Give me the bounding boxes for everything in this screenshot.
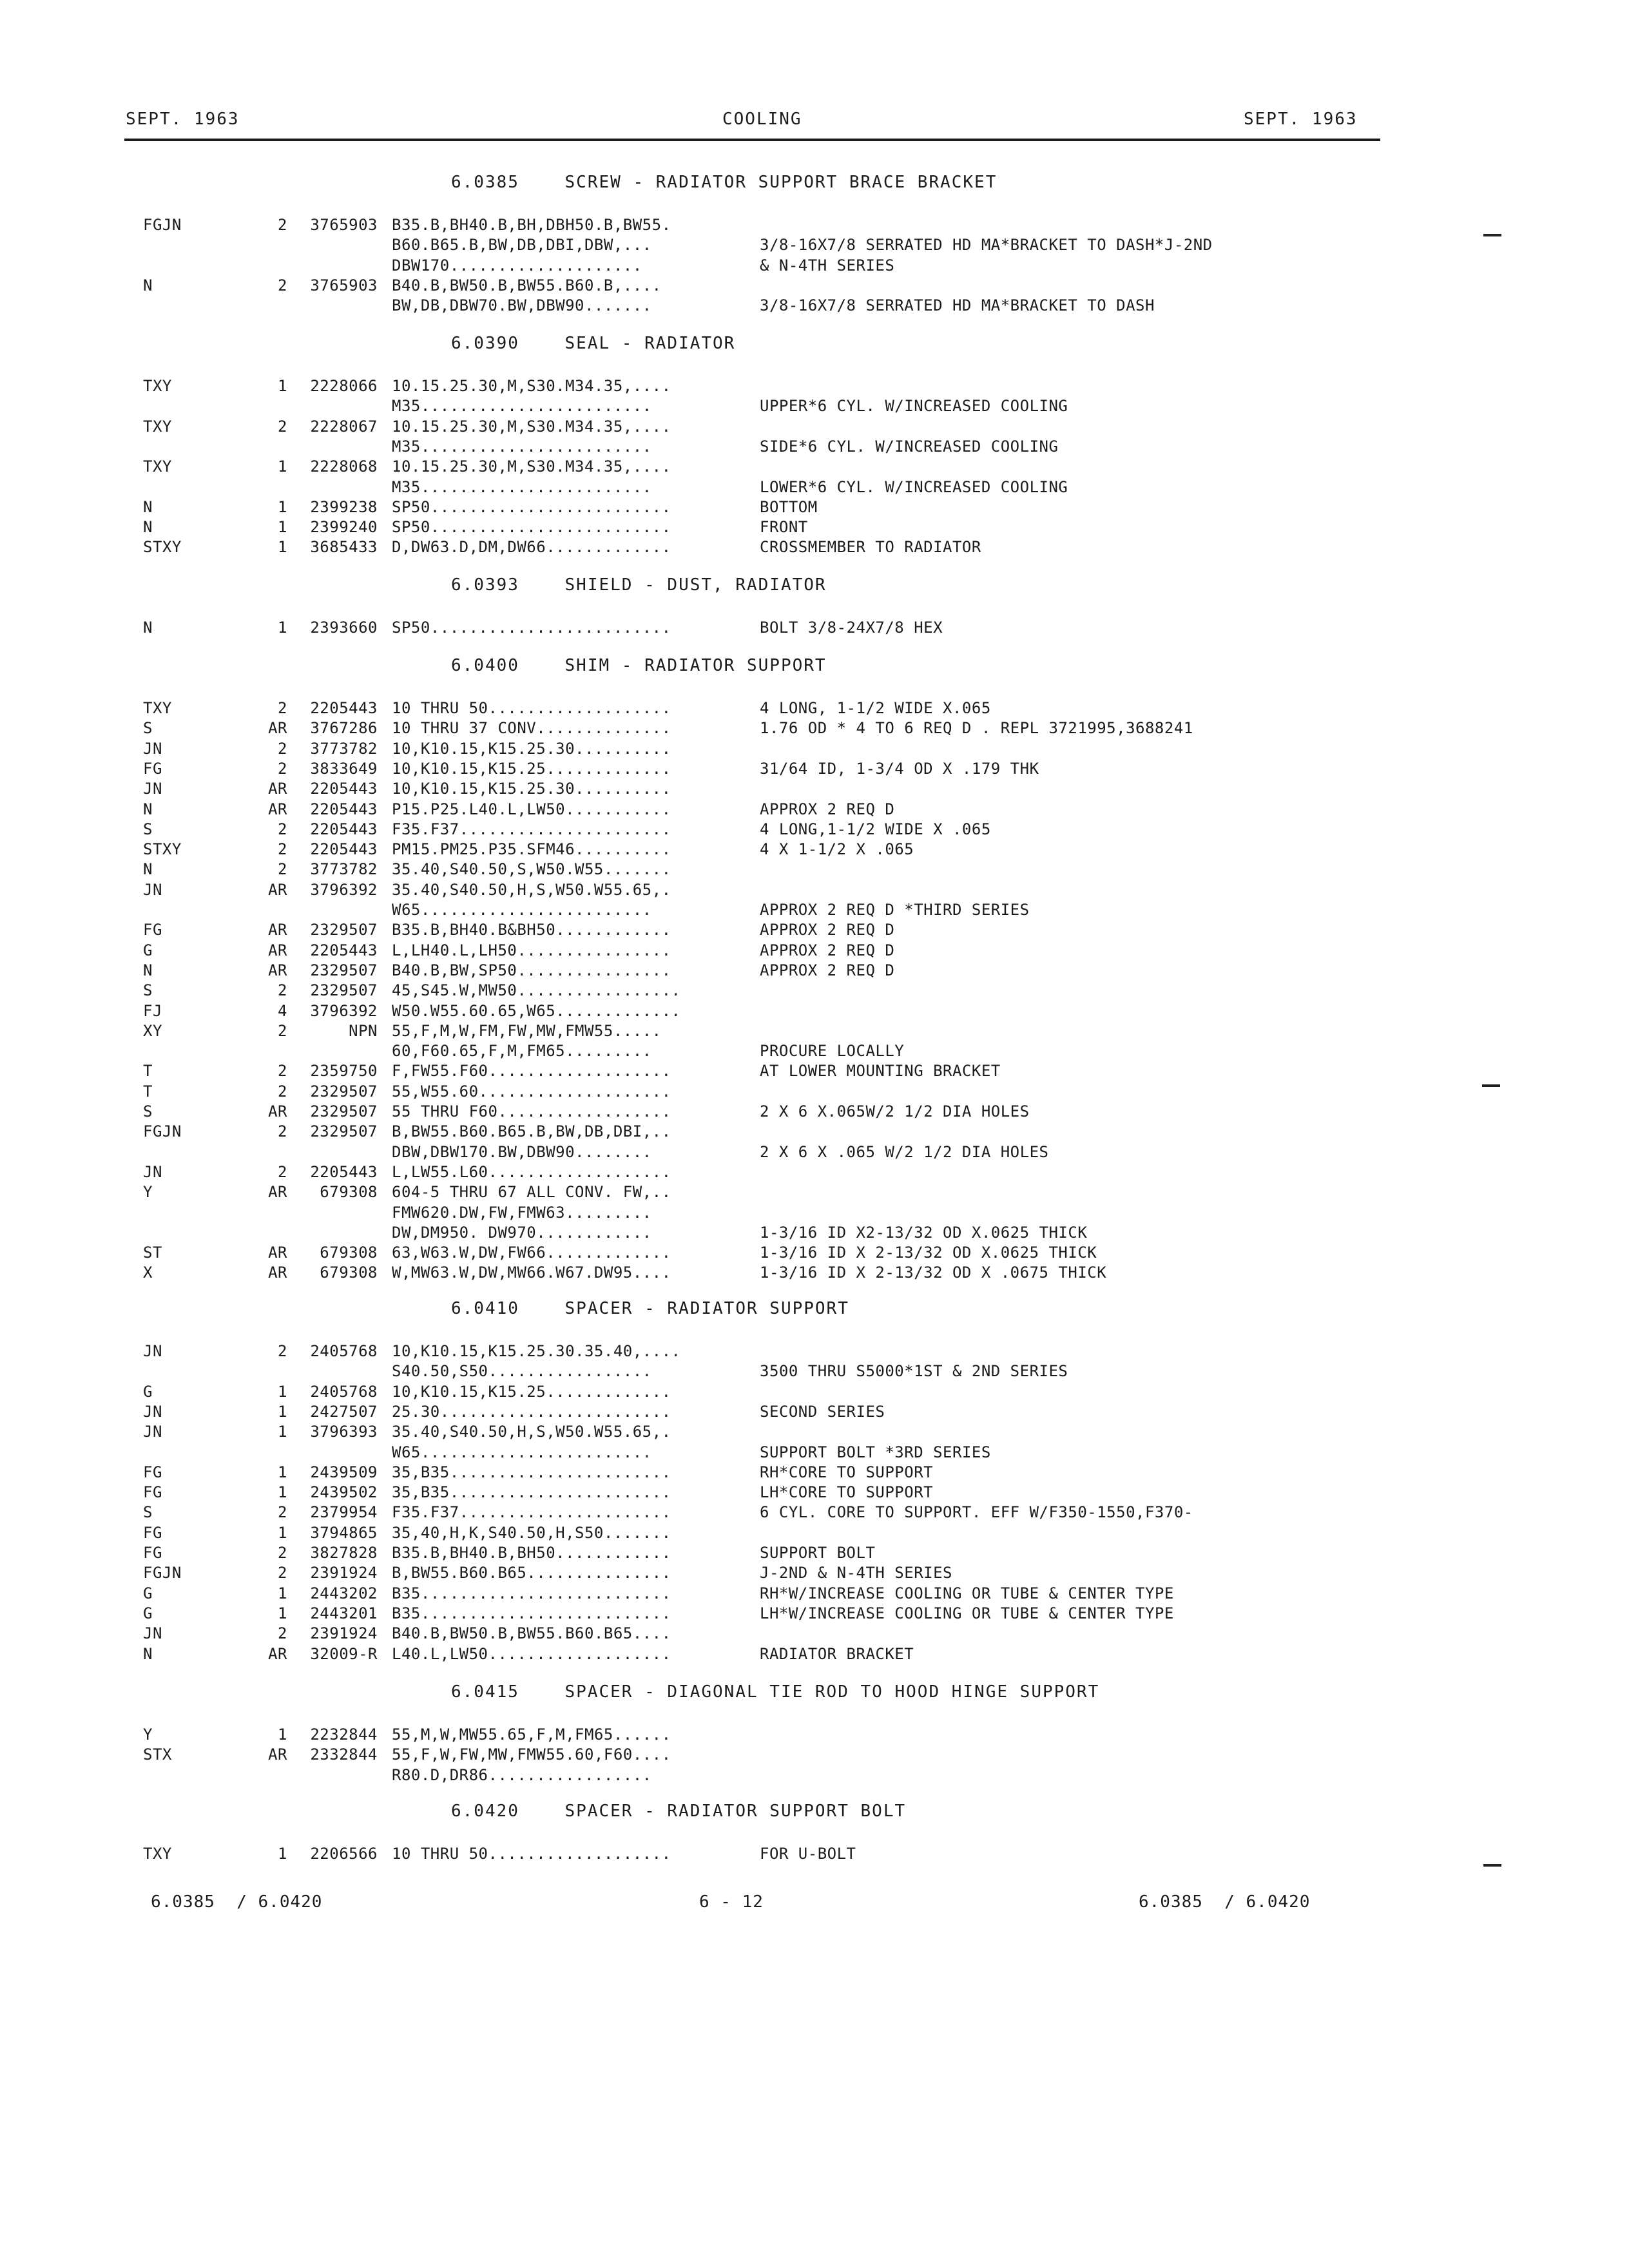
- part-quantity: [261, 1143, 287, 1162]
- part-number: [296, 1224, 378, 1243]
- part-models: DW,DM950. DW970............: [392, 1223, 652, 1242]
- part-quantity: 1: [278, 497, 287, 516]
- part-number: 2206566: [310, 1845, 378, 1863]
- part-description: 3500 THRU S5000*1ST & 2ND SERIES: [760, 1362, 1068, 1381]
- part-models: B,BW55.B60.B65.B,BW,DB,DBI,..: [392, 1122, 671, 1141]
- part-models: F35.F37......................: [392, 820, 671, 838]
- part-models: M35........................: [392, 397, 652, 416]
- section-title: 6.0390 SEAL - RADIATOR: [451, 334, 736, 353]
- part-code: N: [143, 619, 153, 637]
- header-center: COOLING: [722, 110, 802, 129]
- part-quantity: AR: [268, 1244, 287, 1262]
- part-description: RADIATOR BRACKET: [760, 1644, 914, 1663]
- part-models: 10,K10.15,K15.25.............: [392, 759, 671, 778]
- section-title: 6.0400 SHIM - RADIATOR SUPPORT: [451, 656, 827, 675]
- part-models: M35........................: [392, 477, 652, 496]
- section-title: 6.0420 SPACER - RADIATOR SUPPORT BOLT: [451, 1802, 907, 1821]
- part-quantity: [261, 901, 287, 920]
- part-models: 10,K10.15,K15.25.30..........: [392, 780, 671, 798]
- footer-right: 6.0385 / 6.0420: [1139, 1892, 1311, 1912]
- part-models: P15.P25.L40.L,LW50...........: [392, 800, 671, 818]
- part-quantity: AR: [268, 780, 287, 798]
- part-number: 2228066: [310, 377, 378, 395]
- part-number: 3685433: [310, 538, 378, 557]
- part-number: 679308: [320, 1244, 378, 1262]
- part-number: [296, 1362, 378, 1381]
- part-models: 10 THRU 50...................: [392, 699, 671, 717]
- part-description: FRONT: [760, 518, 808, 537]
- part-description: AT LOWER MOUNTING BRACKET: [760, 1062, 1001, 1081]
- part-code: STX: [143, 1745, 172, 1764]
- part-number: 2405768: [310, 1342, 378, 1360]
- part-code: FG: [143, 759, 162, 778]
- part-number: 2439509: [310, 1463, 378, 1481]
- part-number: 3773782: [310, 860, 378, 879]
- part-quantity: [261, 1042, 287, 1061]
- part-code: FGJN: [143, 1122, 182, 1141]
- part-code: JN: [143, 1402, 162, 1421]
- part-models: 63,W63.W,DW,FW66.............: [392, 1244, 671, 1262]
- part-quantity: AR: [268, 1183, 287, 1202]
- part-quantity: 2: [278, 759, 287, 778]
- part-description: RH*W/INCREASE COOLING OR TUBE & CENTER TYPE: [760, 1584, 1174, 1602]
- part-models: S40.50,S50.................: [392, 1362, 652, 1381]
- part-quantity: 2: [278, 1122, 287, 1141]
- part-description: FOR U-BOLT: [760, 1845, 856, 1863]
- part-code: S: [143, 719, 153, 738]
- part-number: 2379954: [310, 1503, 378, 1522]
- part-description: 1-3/16 ID X2-13/32 OD X.0625 THICK: [760, 1223, 1088, 1242]
- part-models: 35,B35.......................: [392, 1463, 671, 1481]
- part-models: 35,40,H,K,S40.50,H,S50.......: [392, 1523, 671, 1542]
- part-code: G: [143, 1584, 153, 1602]
- part-description: 4 X 1-1/2 X .065: [760, 840, 914, 859]
- part-code: JN: [143, 739, 162, 758]
- part-number: [296, 1766, 378, 1785]
- part-description: APPROX 2 REQ D: [760, 921, 895, 939]
- part-quantity: 4: [278, 1001, 287, 1020]
- part-models: M35........................: [392, 437, 652, 456]
- part-number: 3796393: [310, 1423, 378, 1441]
- part-description: UPPER*6 CYL. W/INCREASED COOLING: [760, 397, 1068, 416]
- part-number: 679308: [320, 1264, 378, 1282]
- part-models: DBW170....................: [392, 256, 642, 274]
- part-number: 2205443: [310, 780, 378, 798]
- part-quantity: 2: [278, 840, 287, 859]
- part-quantity: AR: [268, 880, 287, 899]
- part-models: 35.40,S40.50,H,S,W50.W55.65,.: [392, 880, 671, 899]
- part-number: 2427507: [310, 1402, 378, 1421]
- part-number: 2329507: [310, 981, 378, 1000]
- part-number: 2443202: [310, 1584, 378, 1602]
- part-models: DBW,DBW170.BW,DBW90........: [392, 1142, 652, 1161]
- part-description: RH*CORE TO SUPPORT: [760, 1463, 934, 1481]
- part-number: [296, 296, 378, 316]
- part-description: APPROX 2 REQ D *THIRD SERIES: [760, 901, 1030, 919]
- part-quantity: 1: [278, 1604, 287, 1622]
- part-code: T: [143, 1062, 153, 1081]
- part-quantity: 2: [278, 1503, 287, 1522]
- part-number: [296, 1042, 378, 1061]
- part-number: 2329507: [310, 921, 378, 939]
- part-number: 2359750: [310, 1062, 378, 1081]
- part-quantity: AR: [268, 719, 287, 738]
- part-number: 2205443: [310, 820, 378, 838]
- part-description: CROSSMEMBER TO RADIATOR: [760, 538, 981, 557]
- part-description: BOLT 3/8-24X7/8 HEX: [760, 619, 943, 637]
- part-number: 3827828: [310, 1544, 378, 1562]
- part-description: J-2ND & N-4TH SERIES: [760, 1564, 952, 1582]
- part-models: B35..........................: [392, 1584, 671, 1602]
- part-code: S: [143, 981, 153, 1000]
- part-code: TXY: [143, 699, 172, 717]
- part-models: 10 THRU 50...................: [392, 1845, 671, 1863]
- part-code: N: [143, 497, 153, 516]
- part-models: 35,B35.......................: [392, 1483, 671, 1502]
- part-description: 4 LONG,1-1/2 WIDE X .065: [760, 820, 991, 838]
- part-models: B35..........................: [392, 1604, 671, 1622]
- part-models: 10.15.25.30,M,S30.M34.35,....: [392, 457, 671, 476]
- part-code: XY: [143, 1021, 162, 1040]
- part-quantity: 1: [278, 619, 287, 637]
- part-quantity: 1: [278, 1402, 287, 1421]
- part-quantity: 2: [278, 276, 287, 294]
- part-code: JN: [143, 1162, 162, 1181]
- part-quantity: [261, 397, 287, 416]
- part-number: [296, 397, 378, 416]
- part-code: G: [143, 1604, 153, 1622]
- part-number: 3833649: [310, 759, 378, 778]
- part-description: 2 X 6 X .065 W/2 1/2 DIA HOLES: [760, 1142, 1049, 1161]
- part-description: 1-3/16 ID X 2-13/32 OD X .0675 THICK: [760, 1264, 1107, 1282]
- part-code: N: [143, 276, 153, 294]
- part-code: STXY: [143, 538, 182, 557]
- part-number: 2393660: [310, 619, 378, 637]
- part-quantity: [261, 1224, 287, 1243]
- part-quantity: 2: [278, 860, 287, 879]
- part-quantity: AR: [268, 921, 287, 939]
- part-models: 25.30........................: [392, 1402, 671, 1421]
- part-code: JN: [143, 780, 162, 798]
- part-quantity: 2: [278, 1544, 287, 1562]
- part-number: 2205443: [310, 1162, 378, 1181]
- part-models: 55,M,W,MW55.65,F,M,FM65......: [392, 1725, 671, 1744]
- part-quantity: [261, 1766, 287, 1785]
- section-title: 6.0385 SCREW - RADIATOR SUPPORT BRACE BRACKET: [451, 173, 998, 192]
- part-code: Y: [143, 1725, 153, 1744]
- part-code: TXY: [143, 417, 172, 436]
- part-number: 2228068: [310, 457, 378, 476]
- part-description: 3/8-16X7/8 SERRATED HD MA*BRACKET TO DASH*J-2ND: [760, 236, 1213, 255]
- part-code: G: [143, 1382, 153, 1401]
- part-number: 2205443: [310, 840, 378, 859]
- part-models: BW,DB,DBW70.BW,DBW90.......: [392, 296, 652, 315]
- part-code: T: [143, 1082, 153, 1100]
- part-models: 604-5 THRU 67 ALL CONV. FW,..: [392, 1183, 671, 1202]
- part-number: 2205443: [310, 800, 378, 818]
- part-quantity: 1: [278, 1584, 287, 1602]
- part-number: 2232844: [310, 1725, 378, 1744]
- part-description: SUPPORT BOLT: [760, 1544, 876, 1562]
- part-number: 2329507: [310, 1082, 378, 1100]
- part-quantity: 2: [278, 1021, 287, 1040]
- section-title: 6.0410 SPACER - RADIATOR SUPPORT: [451, 1299, 849, 1318]
- part-description: APPROX 2 REQ D: [760, 941, 895, 959]
- part-description: LH*CORE TO SUPPORT: [760, 1483, 934, 1502]
- part-code: N: [143, 961, 153, 979]
- part-models: W,MW63.W,DW,MW66.W67.DW95....: [392, 1264, 671, 1282]
- part-number: 679308: [320, 1183, 378, 1202]
- part-description: BOTTOM: [760, 497, 818, 516]
- part-number: 2391924: [310, 1624, 378, 1643]
- part-models: L40.L,LW50...................: [392, 1644, 671, 1663]
- part-number: [296, 1143, 378, 1162]
- part-number: 2399238: [310, 497, 378, 516]
- part-models: W50.W55.60.65,W65.............: [392, 1001, 681, 1020]
- part-quantity: [261, 236, 287, 255]
- part-models: FMW620.DW,FW,FMW63.........: [392, 1203, 652, 1222]
- part-code: S: [143, 820, 153, 838]
- part-number: [296, 1204, 378, 1223]
- part-models: B60.B65.B,BW,DB,DBI,DBW,...: [392, 236, 652, 255]
- part-code: S: [143, 1102, 153, 1120]
- part-code: TXY: [143, 377, 172, 395]
- part-models: 55,F,W,FW,MW,FMW55.60,F60....: [392, 1745, 671, 1764]
- part-code: FG: [143, 1483, 162, 1502]
- part-number: NPN: [349, 1021, 378, 1040]
- part-number: 2332844: [310, 1745, 378, 1764]
- part-quantity: AR: [268, 1102, 287, 1120]
- part-code: N: [143, 1644, 153, 1663]
- part-quantity: [261, 256, 287, 276]
- part-quantity: 1: [278, 1382, 287, 1401]
- part-code: FG: [143, 1463, 162, 1481]
- part-models: 10,K10.15,K15.25.30.35.40,....: [392, 1342, 681, 1360]
- header-left: SEPT. 1963: [126, 110, 240, 129]
- part-number: 2405768: [310, 1382, 378, 1401]
- part-quantity: [261, 478, 287, 497]
- section-title: 6.0415 SPACER - DIAGONAL TIE ROD TO HOOD HINGE SUPPORT: [451, 1682, 1100, 1702]
- part-code: ST: [143, 1244, 162, 1262]
- part-models: 35.40,S40.50,S,W50.W55.......: [392, 860, 671, 879]
- part-code: JN: [143, 1342, 162, 1360]
- part-number: 2329507: [310, 961, 378, 979]
- margin-mark: [1482, 1084, 1500, 1087]
- part-models: D,DW63.D,DM,DW66.............: [392, 538, 671, 557]
- part-models: B40.B,BW50.B,BW55.B60.B65....: [392, 1624, 671, 1643]
- part-quantity: AR: [268, 1644, 287, 1663]
- part-code: JN: [143, 1624, 162, 1643]
- part-quantity: 1: [278, 1523, 287, 1542]
- part-quantity: [261, 1443, 287, 1463]
- part-number: 3773782: [310, 739, 378, 758]
- part-code: FGJN: [143, 1564, 182, 1582]
- part-code: S: [143, 1503, 153, 1522]
- part-quantity: 1: [278, 518, 287, 537]
- part-quantity: 1: [278, 377, 287, 395]
- part-quantity: AR: [268, 800, 287, 818]
- part-description: 4 LONG, 1-1/2 WIDE X.065: [760, 699, 991, 717]
- part-number: 2228067: [310, 417, 378, 436]
- part-quantity: 1: [278, 1463, 287, 1481]
- part-quantity: 2: [278, 820, 287, 838]
- part-number: 3767286: [310, 719, 378, 738]
- part-number: 32009-R: [310, 1644, 378, 1663]
- part-quantity: 1: [278, 1423, 287, 1441]
- part-quantity: [261, 1204, 287, 1223]
- part-quantity: 2: [278, 739, 287, 758]
- part-models: 55 THRU F60..................: [392, 1102, 671, 1120]
- part-quantity: 2: [278, 1162, 287, 1181]
- part-quantity: AR: [268, 1745, 287, 1764]
- part-models: 10.15.25.30,M,S30.M34.35,....: [392, 377, 671, 395]
- part-models: B,BW55.B60.B65...............: [392, 1564, 671, 1582]
- part-number: 2329507: [310, 1122, 378, 1141]
- part-quantity: AR: [268, 941, 287, 959]
- part-description: LOWER*6 CYL. W/INCREASED COOLING: [760, 477, 1068, 496]
- part-code: N: [143, 800, 153, 818]
- part-number: 3765903: [310, 276, 378, 294]
- part-number: 2205443: [310, 699, 378, 717]
- part-models: 35.40,S40.50,H,S,W50.W55.65,.: [392, 1423, 671, 1441]
- part-description: SUPPORT BOLT *3RD SERIES: [760, 1443, 991, 1461]
- part-models: L,LW55.L60...................: [392, 1162, 671, 1181]
- part-quantity: 2: [278, 1624, 287, 1643]
- part-models: 10,K10.15,K15.25.............: [392, 1382, 671, 1401]
- part-models: 10.15.25.30,M,S30.M34.35,....: [392, 417, 671, 436]
- part-quantity: AR: [268, 961, 287, 979]
- part-code: TXY: [143, 1845, 172, 1863]
- part-models: 60,F60.65,F,M,FM65.........: [392, 1042, 652, 1061]
- part-code: FJ: [143, 1001, 162, 1020]
- part-code: FG: [143, 921, 162, 939]
- part-description: 3/8-16X7/8 SERRATED HD MA*BRACKET TO DASH: [760, 296, 1155, 315]
- margin-mark: [1483, 234, 1501, 236]
- footer-page-number: 6 - 12: [699, 1892, 764, 1912]
- part-models: 45,S45.W,MW50.................: [392, 981, 681, 1000]
- part-code: JN: [143, 1423, 162, 1441]
- part-models: F35.F37......................: [392, 1503, 671, 1522]
- part-quantity: 1: [278, 538, 287, 557]
- part-quantity: 2: [278, 1342, 287, 1360]
- part-models: B40.B,BW50.B,BW55.B60.B,....: [392, 276, 662, 294]
- part-number: 2439502: [310, 1483, 378, 1502]
- part-code: X: [143, 1264, 153, 1282]
- part-code: Y: [143, 1183, 153, 1202]
- part-models: 55,W55.60....................: [392, 1082, 671, 1100]
- part-description: APPROX 2 REQ D: [760, 800, 895, 818]
- part-number: 2399240: [310, 518, 378, 537]
- part-quantity: 2: [278, 1082, 287, 1100]
- part-number: [296, 256, 378, 276]
- part-quantity: 1: [278, 1845, 287, 1863]
- part-number: 2391924: [310, 1564, 378, 1582]
- part-number: 3796392: [310, 880, 378, 899]
- part-quantity: [261, 437, 287, 457]
- part-models: 10,K10.15,K15.25.30..........: [392, 739, 671, 758]
- part-models: SP50.........................: [392, 619, 671, 637]
- part-code: N: [143, 518, 153, 537]
- part-description: SECOND SERIES: [760, 1402, 885, 1421]
- part-models: W65........................: [392, 1443, 652, 1461]
- part-quantity: 1: [278, 1483, 287, 1502]
- part-quantity: 1: [278, 1725, 287, 1744]
- part-code: FG: [143, 1544, 162, 1562]
- part-number: 3765903: [310, 216, 378, 234]
- part-code: STXY: [143, 840, 182, 859]
- section-title: 6.0393 SHIELD - DUST, RADIATOR: [451, 575, 827, 595]
- part-models: W65........................: [392, 901, 652, 919]
- part-quantity: [261, 296, 287, 316]
- part-code: FG: [143, 1523, 162, 1542]
- part-description: 2 X 6 X.065W/2 1/2 DIA HOLES: [760, 1102, 1030, 1120]
- part-number: 2205443: [310, 941, 378, 959]
- part-description: 6 CYL. CORE TO SUPPORT. EFF W/F350-1550,F370-: [760, 1503, 1193, 1522]
- part-models: SP50.........................: [392, 518, 671, 537]
- header-right: SEPT. 1963: [1244, 110, 1358, 129]
- part-quantity: 2: [278, 699, 287, 717]
- part-description: & N-4TH SERIES: [760, 256, 895, 274]
- part-code: FGJN: [143, 216, 182, 234]
- part-code: JN: [143, 880, 162, 899]
- footer-left: 6.0385 / 6.0420: [151, 1892, 323, 1912]
- part-description: SIDE*6 CYL. W/INCREASED COOLING: [760, 437, 1059, 456]
- part-models: 10 THRU 37 CONV..............: [392, 719, 671, 738]
- part-models: L,LH40.L,LH50................: [392, 941, 671, 959]
- part-models: B35.B,BH40.B,BH50............: [392, 1544, 671, 1562]
- part-models: R80.D,DR86.................: [392, 1765, 652, 1784]
- part-number: 2443201: [310, 1604, 378, 1622]
- part-quantity: 2: [278, 216, 287, 234]
- part-number: [296, 236, 378, 255]
- part-quantity: 2: [278, 1062, 287, 1081]
- part-models: B40.B,BW,SP50................: [392, 961, 671, 979]
- part-number: [296, 437, 378, 457]
- part-description: PROCURE LOCALLY: [760, 1042, 905, 1061]
- part-quantity: 1: [278, 457, 287, 476]
- part-description: 31/64 ID, 1-3/4 OD X .179 THK: [760, 759, 1039, 778]
- part-code: TXY: [143, 457, 172, 476]
- part-number: 3796392: [310, 1001, 378, 1020]
- part-models: SP50.........................: [392, 497, 671, 516]
- part-code: G: [143, 941, 153, 959]
- part-models: F,FW55.F60...................: [392, 1062, 671, 1081]
- part-models: 55,F,M,W,FM,FW,MW,FMW55.....: [392, 1021, 662, 1040]
- part-quantity: AR: [268, 1264, 287, 1282]
- part-description: 1.76 OD * 4 TO 6 REQ D . REPL 3721995,3688241: [760, 719, 1193, 738]
- part-quantity: 2: [278, 1564, 287, 1582]
- part-models: PM15.PM25.P35.SFM46..........: [392, 840, 671, 859]
- part-models: B35.B,BH40.B&BH50............: [392, 921, 671, 939]
- part-description: 1-3/16 ID X 2-13/32 OD X.0625 THICK: [760, 1244, 1097, 1262]
- part-number: 2329507: [310, 1102, 378, 1120]
- header-rule: [124, 139, 1380, 141]
- part-quantity: [261, 1362, 287, 1381]
- part-code: N: [143, 860, 153, 879]
- part-number: 3794865: [310, 1523, 378, 1542]
- part-models: B35.B,BH40.B,BH,DBH50.B,BW55.: [392, 216, 671, 234]
- part-description: LH*W/INCREASE COOLING OR TUBE & CENTER TYPE: [760, 1604, 1174, 1622]
- part-quantity: 2: [278, 981, 287, 1000]
- margin-mark: [1483, 1864, 1501, 1867]
- part-description: APPROX 2 REQ D: [760, 961, 895, 979]
- part-quantity: 2: [278, 417, 287, 436]
- part-number: [296, 478, 378, 497]
- part-number: [296, 1443, 378, 1463]
- part-number: [296, 901, 378, 920]
